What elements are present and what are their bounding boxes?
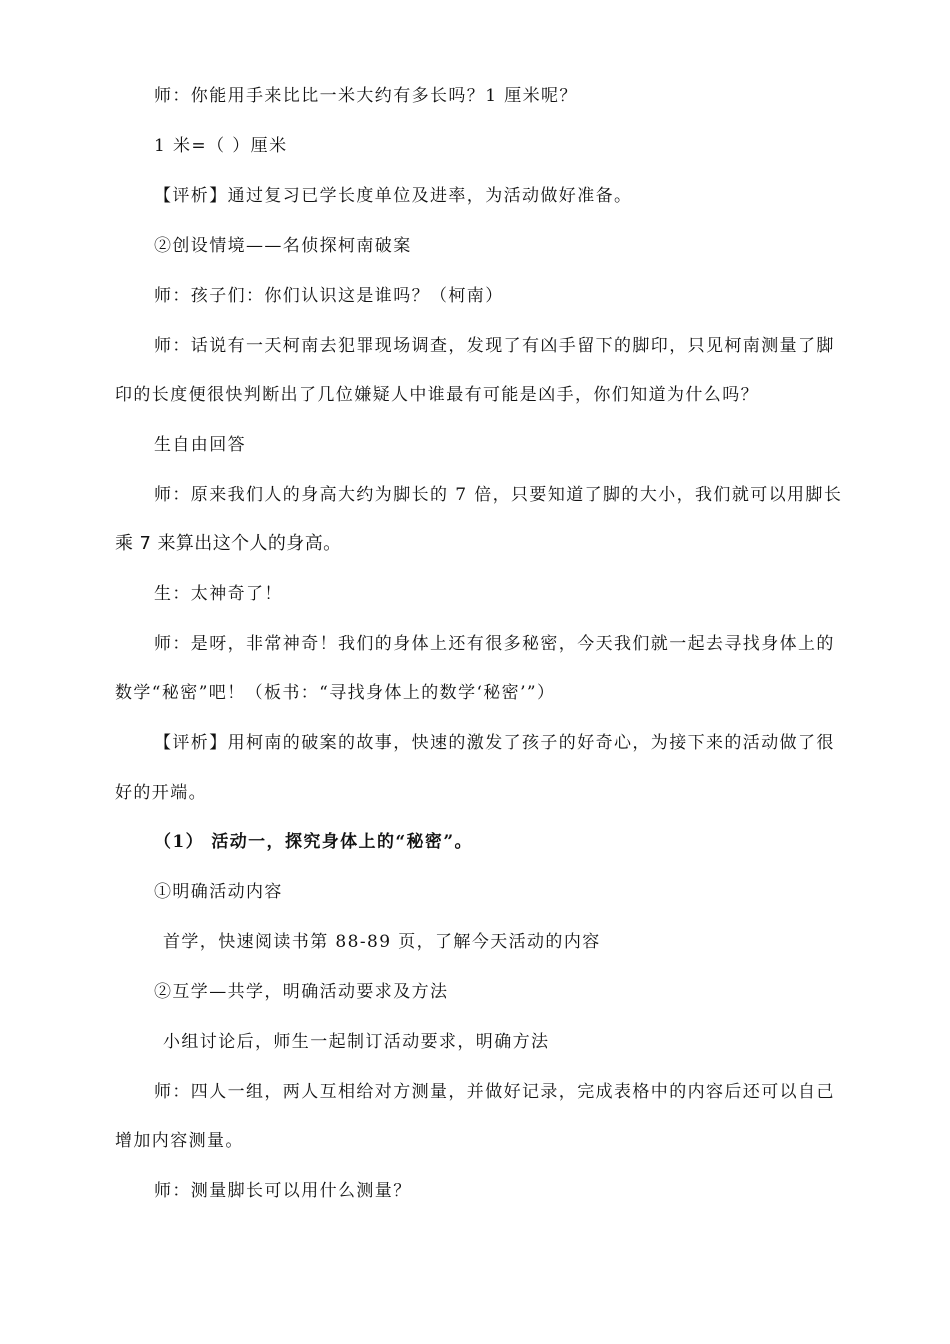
paragraph-teacher-who-is-this: 师：孩子们：你们认识这是谁吗？（柯南） xyxy=(154,286,504,306)
paragraph-group-discussion: 小组讨论后，师生一起制订活动要求，明确方法 xyxy=(163,1032,550,1052)
paragraph-clarify-content: ①明确活动内容 xyxy=(154,882,283,902)
paragraph-student-amazed: 生：太神奇了！ xyxy=(154,584,283,604)
paragraph-foot-height-line-1: 师：原来我们人的身高大约为脚长的 7 倍，只要知道了脚的大小，我们就可以用脚长 xyxy=(154,485,843,505)
paragraph-secret-line-2: 数学“秘密”吧！（板书：“寻找身体上的数学‘秘密’”） xyxy=(115,683,556,703)
section-heading-activity-one: （1） 活动一，探究身体上的“秘密”。 xyxy=(154,832,473,852)
paragraph-analysis-story-line-2: 好的开端。 xyxy=(115,783,207,803)
paragraph-teacher-question-meter: 师：你能用手来比比一米大约有多长吗？1 厘米呢？ xyxy=(154,86,578,106)
paragraph-measure-foot-question: 师：测量脚长可以用什么测量？ xyxy=(154,1181,412,1201)
paragraph-first-study: 首学，快速阅读书第 88-89 页，了解今天活动的内容 xyxy=(163,932,601,952)
paragraph-meter-equation: 1 米=（ ）厘米 xyxy=(154,136,288,156)
paragraph-story-line-1: 师：话说有一天柯南去犯罪现场调查，发现了有凶手留下的脚印，只见柯南测量了脚 xyxy=(154,336,835,356)
paragraph-story-line-2: 印的长度便很快判断出了几位嫌疑人中谁最有可能是凶手，你们知道为什么吗？ xyxy=(115,385,759,405)
paragraph-group-measure-line-1: 师：四人一组，两人互相给对方测量，并做好记录，完成表格中的内容后还可以自己 xyxy=(154,1082,835,1102)
paragraph-foot-height-line-2: 乘 7 来算出这个人的身高。 xyxy=(115,533,342,554)
paragraph-secret-line-1: 师：是呀，非常神奇！我们的身体上还有很多秘密，今天我们就一起去寻找身体上的 xyxy=(154,634,835,654)
paragraph-students-answer: 生自由回答 xyxy=(154,435,246,455)
paragraph-analysis-story-line-1: 【评析】用柯南的破案的故事，快速的激发了孩子的好奇心，为接下来的活动做了很 xyxy=(154,733,835,753)
paragraph-analysis-review: 【评析】通过复习已学长度单位及进率，为活动做好准备。 xyxy=(154,186,633,206)
paragraph-situation-heading: ②创设情境——名侦探柯南破案 xyxy=(154,236,412,256)
paragraph-group-measure-line-2: 增加内容测量。 xyxy=(115,1131,244,1151)
paragraph-mutual-study: ②互学—共学，明确活动要求及方法 xyxy=(154,982,449,1002)
